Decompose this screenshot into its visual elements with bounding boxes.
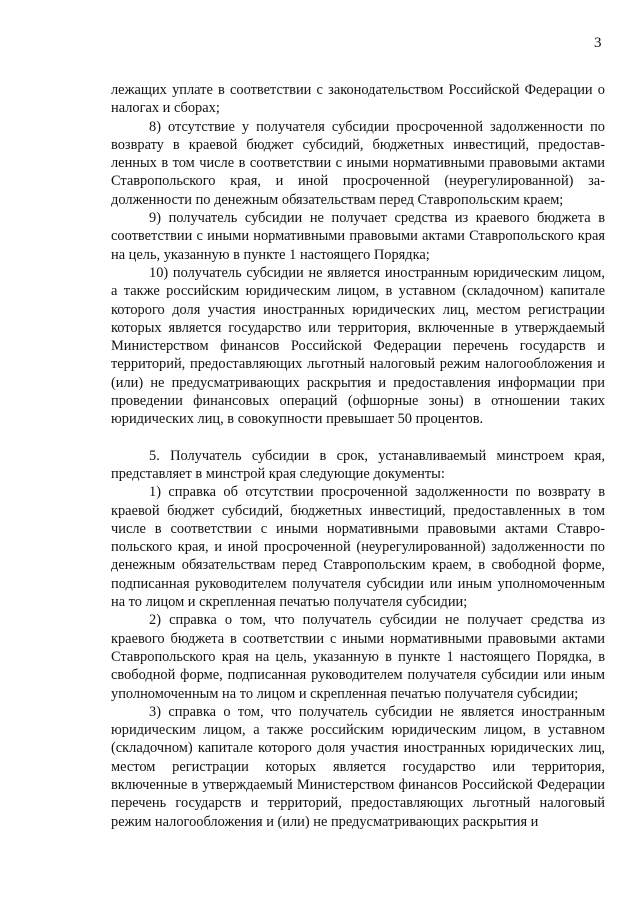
paragraph-item-9: 9) получатель субсидии не получает средства из краевого бюджета в соответствии с иными нормативными правовыми актами Ставропольского края на цель, указанную в пункте 1 настоящего Порядка; <box>111 210 605 263</box>
page-number: 3 <box>594 35 602 51</box>
document-body <box>111 81 605 831</box>
paragraph-doc-2: 2) справка о том, что получатель субсидии не получает средства из краевого бюджета в соответствии с иными нормативными правовыми актами Ставропольского края на цель, указанную в пункте 1 настоящего Порядка, в свободной форме, подписанная руководителем получателя субсидии или иным уполномоченным на то лицом и скрепленная печатью получателя субсидии; <box>111 612 605 702</box>
paragraph-item-10: 10) получатель субсидии не является иностранным юридическим лицом, а также российским юридическим лицом, в уставном (складочном) капитале которого доля участия иностранных юридических лиц, местом регистрации которых является государство или территория, включенные в утверждаемый Министерством финансов Российской Федерации перечень государств и территорий, предоставляющих льготный налоговый режим налогообложения и (или) не предусматривающих раскрытия и предоставления информации при проведении финансовых операций (офшорные зоны) в отношении таких юридических лиц, в совокупности превышает 50 процентов. <box>111 264 605 428</box>
paragraph-continuation: лежащих уплате в соответствии с законодательством Российской Федерации о налогах и сборах; <box>111 82 605 117</box>
paragraph-doc-1: 1) справка об отсутствии просроченной задолженности по возврату в краевой бюджет субсидий, бюджетных инвестиций, предоставленных в том числе в соответствии с иными нормативными правовыми актами Ставропольского края, и иной просроченной (неурегулированной) задолженности по денежным обязательствам перед Ставропольским краем, в свободной форме, подписанная руководителем получателя субсидии или иным уполномоченным на то лицом и скрепленная печатью получателя субсидии; <box>111 484 605 611</box>
paragraph-doc-3: 3) справка о том, что получатель субсидии не является иностранным юридическим лицом, а также российским юридическим лицом, в уставном (складочном) капитале которого доля участия иностранных юридических лиц, местом регистрации которых является государство или территория, включенные в утверждаемый Министерством финансов Российской Федерации перечень государств и территорий, предоставляющих льготный налоговый режим налогообложения и (или) не предусматривающих раскрытия и <box>111 703 605 830</box>
paragraph-section-5: 5. Получатель субсидии в срок, устанавливаемый минстроем края, представляет в минстрой края следующие документы: <box>111 447 605 482</box>
paragraph-item-8: 8) отсутствие у получателя субсидии просроченной задолженности по возврату в краевой бюджет субсидий, бюджетных инвестиций, предоставленных в том числе в соответствии с иными нормативными правовыми актами Ставропольского края, и иной просроченной (неурегулированной) задолженности по денежным обязательствам перед Ставропольским краем; <box>111 118 605 208</box>
